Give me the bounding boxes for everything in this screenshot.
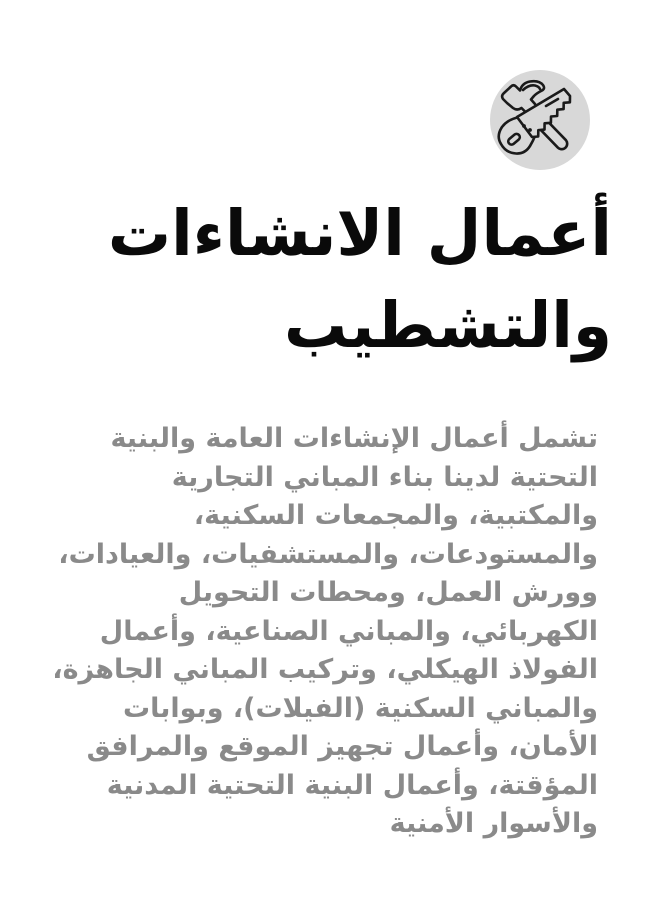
tools-icon-circle: [490, 70, 590, 170]
description-text: تشمل أعمال الإنشاءات العامة والبنية التحتية لدينا بناء المباني التجارية والمكتبية، والمجمعات السكنية، والمستودعات، والمستشفيات، والعيادات، وورش العمل، ومحطات التحويل الكهربائي، والمباني الصناعية، وأعمال الفولاذ الهيكلي، وتركيب المباني الجاهزة، والمباني السكنية (الفيلات)، وبوابات الأمان، وأعمال تجهيز الموقع والمرافق المؤقتة، وأعمال البنية التحتية المدنية والأسوار الأمنية: [52, 423, 598, 839]
hammer-saw-icon: [490, 70, 590, 170]
page-title-line1: أعمال الانشاءات: [107, 197, 612, 270]
page-title-line2: والتشطيب: [283, 289, 612, 362]
page-title: [40, 188, 612, 372]
